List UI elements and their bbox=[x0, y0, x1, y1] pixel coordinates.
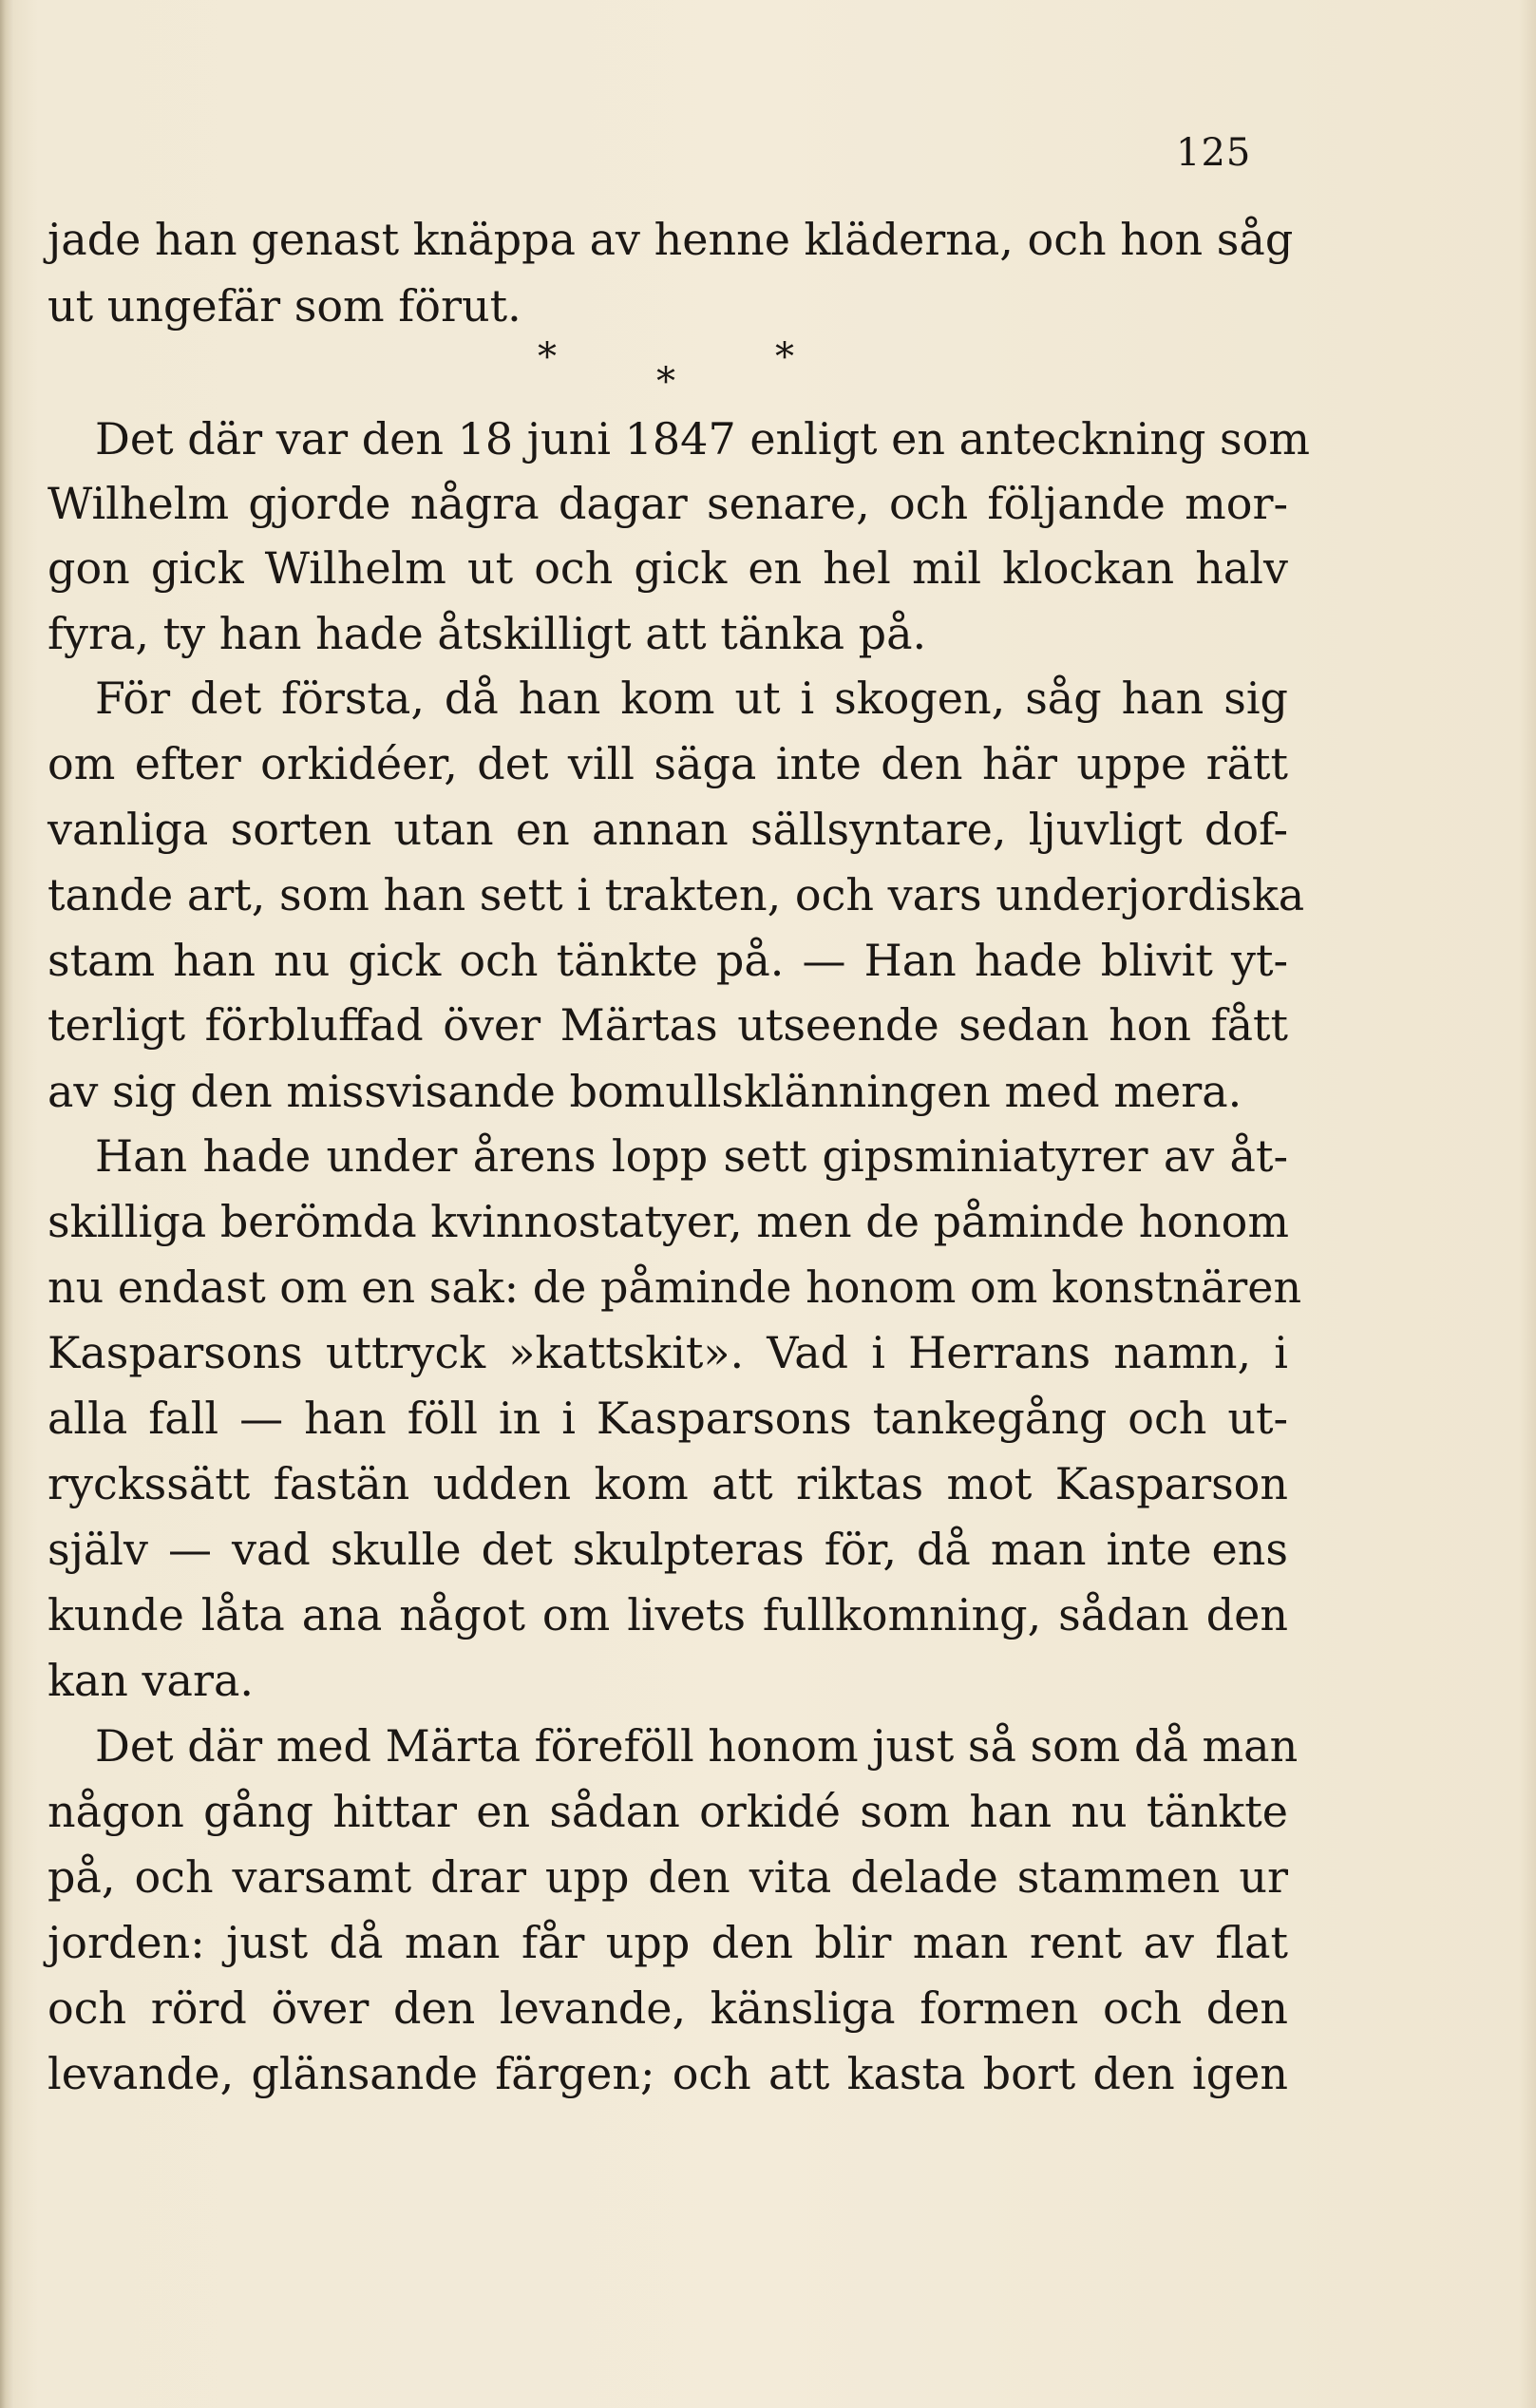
text-line: terligt förbluffad över Märtas utseende sedan hon fått bbox=[47, 999, 1288, 1051]
text-line: fyra, ty han hade åtskilligt att tänka på. bbox=[47, 608, 927, 659]
text-line: alla fall — han föll in i Kasparsons tankegång och ut- bbox=[47, 1393, 1288, 1444]
text-line: ut ungefär som förut. bbox=[47, 280, 521, 332]
text-line: själv — vad skulle det skulpteras för, då man inte ens bbox=[47, 1524, 1288, 1575]
text-line: Det där var den 18 juni 1847 enligt en anteckning som bbox=[95, 413, 1310, 465]
text-line: För det första, då han kom ut i skogen, såg han sig bbox=[95, 673, 1288, 724]
text-line: och rörd över den levande, känsliga formen och den bbox=[47, 1982, 1288, 2034]
text-line: stam han nu gick och tänkte på. — Han hade blivit yt- bbox=[47, 935, 1288, 986]
text-line: Han hade under årens lopp sett gipsminiatyrer av åt- bbox=[95, 1130, 1288, 1182]
text-line: kan vara. bbox=[47, 1655, 254, 1706]
page-binding-edge bbox=[0, 0, 13, 2408]
asterisk: * bbox=[775, 335, 794, 379]
text-line: Det där med Märta föreföll honom just så som då man bbox=[95, 1720, 1299, 1772]
text-line: jade han genast knäppa av henne kläderna, och hon såg bbox=[47, 214, 1294, 265]
text-line: Wilhelm gjorde några dagar senare, och följande mor- bbox=[47, 478, 1288, 529]
text-line: nu endast om en sak: de påminde honom om konstnären bbox=[47, 1261, 1302, 1313]
text-line: gon gick Wilhelm ut och gick en hel mil klockan halv bbox=[47, 542, 1288, 594]
page-outer-edge bbox=[1519, 0, 1536, 2408]
asterisk: * bbox=[538, 335, 557, 379]
text-line: ryckssätt fastän udden kom att riktas mot Kasparson bbox=[47, 1458, 1288, 1509]
text-line: tande art, som han sett i trakten, och vars underjordiska bbox=[47, 869, 1305, 920]
text-line: levande, glänsande färgen; och att kasta bort den igen bbox=[47, 2048, 1288, 2099]
text-line: på, och varsamt drar upp den vita delade stammen ur bbox=[47, 1851, 1288, 1903]
page-number: 125 bbox=[1176, 131, 1252, 175]
text-line: skilliga berömda kvinnostatyer, men de påminde honom bbox=[47, 1196, 1289, 1247]
text-line: Kasparsons uttryck »kattskit». Vad i Herrans namn, i bbox=[47, 1327, 1288, 1378]
text-line: vanliga sorten utan en annan sällsyntare, ljuvligt dof- bbox=[47, 804, 1288, 855]
text-line: jorden: just då man får upp den blir man rent av flat bbox=[47, 1917, 1288, 1968]
text-line: om efter orkidéer, det vill säga inte den här uppe rätt bbox=[47, 738, 1288, 789]
text-line: av sig den missvisande bomullsklänningen med mera. bbox=[47, 1066, 1242, 1117]
asterisk: * bbox=[656, 360, 675, 404]
text-line: kunde låta ana något om livets fullkomning, sådan den bbox=[47, 1589, 1288, 1640]
text-line: någon gång hittar en sådan orkidé som han nu tänkte bbox=[47, 1786, 1288, 1837]
